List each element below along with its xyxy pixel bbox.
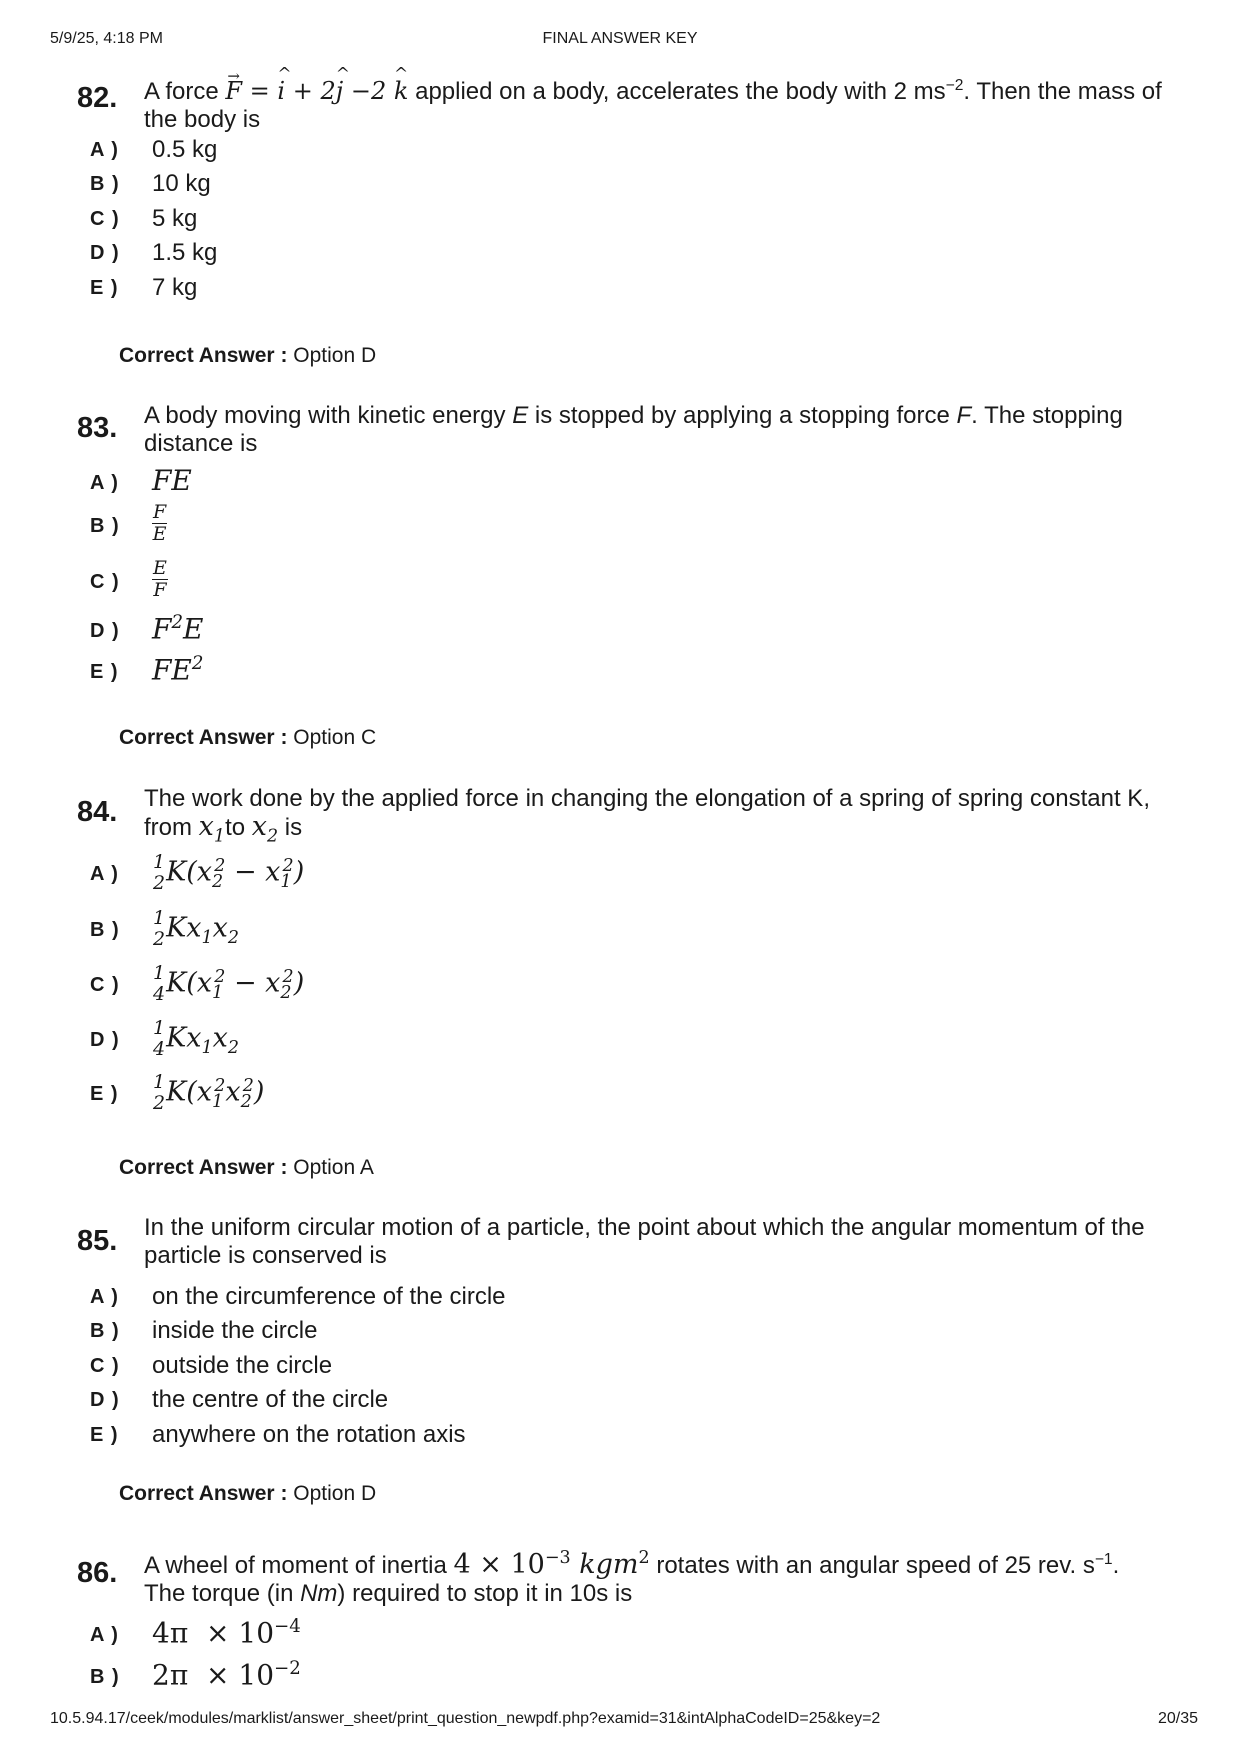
option-e: E ) 1 2 $K(x_1^2x_2^2)$ <box>90 1071 265 1114</box>
option-d: D ) 1.5 kg <box>90 239 218 266</box>
print-datetime: 5/9/25, 4:18 PM <box>50 30 163 47</box>
option-e: E ) 7 kg <box>90 274 198 301</box>
option-a: A ) 1 2 $K(x_2^2 - x_1^2)$ <box>90 851 305 894</box>
option-c: C ) 5 kg <box>90 205 198 232</box>
correct-answer: Correct Answer : Option C <box>119 726 377 749</box>
question-number: 85. <box>77 1225 118 1257</box>
correct-answer: Correct Answer : Option D <box>119 344 377 367</box>
question-text: The work done by the applied force in changing the elongation of a spring of spring constant K, from $x_1to$ $x_2$ is <box>144 785 1150 847</box>
option-a: A ) $4\pi \times 10^{-4}$ <box>90 1616 301 1650</box>
option-b: B ) inside the circle <box>90 1317 318 1344</box>
question-number: 82. <box>77 82 118 114</box>
option-e: E ) anywhere on the rotation axis <box>90 1421 466 1448</box>
correct-answer: Correct Answer : Option D <box>119 1482 377 1505</box>
option-d: D ) $F^2E$ <box>90 612 204 646</box>
option-c: C ) outside the circle <box>90 1352 333 1379</box>
page-url: 10.5.94.17/ceek/modules/marklist/answer_sheet/print_question_newpdf.php?examid=31&intAlphaCodeID=25&key=2 <box>50 1710 881 1727</box>
option-b: B ) 1 2 $Kx_1x_2$ <box>90 907 240 950</box>
question-number: 83. <box>77 412 118 444</box>
option-a: A ) 0.5 kg <box>90 136 218 163</box>
question-text: In the uniform circular motion of a particle, the point about which the angular momentum of the particle is conserved is <box>144 1214 1145 1269</box>
page-number: 20/35 <box>1157 1710 1198 1727</box>
option-d: D ) the centre of the circle <box>90 1386 389 1413</box>
correct-answer: Correct Answer : Option A <box>119 1156 374 1179</box>
question-text: A body moving with kinetic energy E is stopped by applying a stopping force F. The stopping distance is <box>144 402 1123 457</box>
question-number: 86. <box>77 1557 118 1589</box>
option-b: B ) $\frac{F}{E}$ <box>90 501 167 545</box>
option-a: A ) on the circumference of the circle <box>90 1283 506 1310</box>
option-e: E ) $FE^2$ <box>90 653 204 687</box>
page-title: FINAL ANSWER KEY <box>542 30 698 47</box>
option-a: A ) FE <box>90 464 192 497</box>
option-b: B ) $2\pi \times 10^{-2}$ <box>90 1658 301 1692</box>
question-number: 84. <box>77 796 118 828</box>
option-b: B ) 10 kg <box>90 170 211 197</box>
option-d: D ) 1 4 $Kx_1x_2$ <box>90 1017 240 1060</box>
option-c: C ) $\frac{E}{F}$ <box>90 557 167 601</box>
question-text: A force → F = ^ i + 2^ j −2 ^ k applied on a body, accelerates the body with 2 $ms^{-2}$. Then the mass of the body is <box>144 72 1184 134</box>
option-c: C ) 1 4 $K(x_1^2 - x_2^2)$ <box>90 962 305 1005</box>
question-text: A wheel of moment of inertia $4 \times 10^{-3}$ kgm$^2$ rotates with an angular speed of 25 rev. $s^{-1}$. The torque (in Nm) required to stop it in 10s is <box>144 1548 1120 1607</box>
